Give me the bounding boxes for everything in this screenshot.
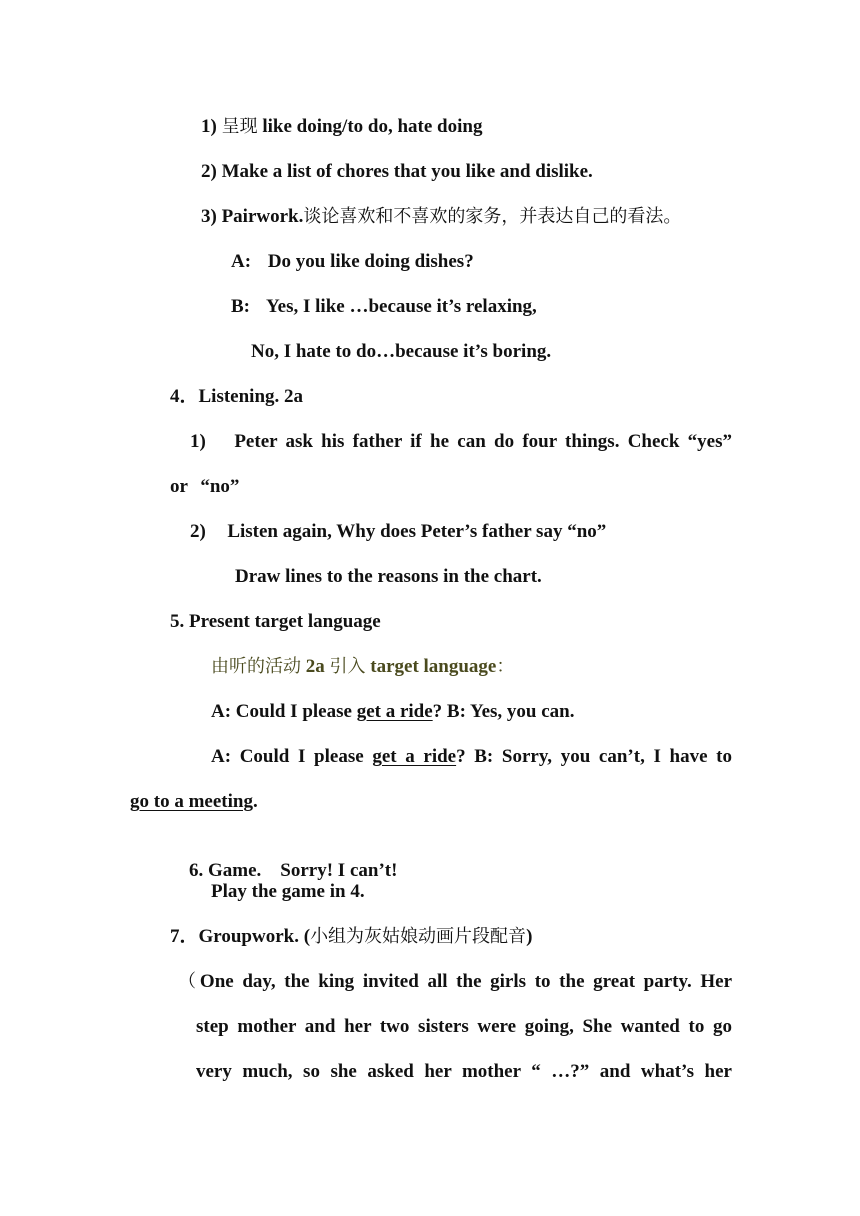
line-text: ? B: Yes, you can. bbox=[432, 701, 575, 722]
line-listening-1-cont bbox=[170, 475, 239, 499]
line-text: 2) Make a list of chores that you like and dislike. bbox=[201, 161, 593, 182]
line-text: A: Could I please bbox=[211, 746, 373, 767]
line-could-i-yes bbox=[211, 700, 574, 724]
speaker-label: B: bbox=[231, 296, 250, 317]
line-story-1 bbox=[178, 970, 732, 994]
line-text: Yes, I like …because it’s relaxing, bbox=[266, 296, 537, 317]
speaker-label: A: bbox=[231, 251, 252, 272]
line-text: 2a bbox=[305, 656, 325, 677]
cjk-text: （ bbox=[178, 971, 200, 992]
line-play-game bbox=[211, 880, 365, 904]
line-text: step mother and her two sisters were going, She wanted to go bbox=[196, 1016, 732, 1037]
line-draw-lines bbox=[235, 565, 542, 589]
line-present-like-doing bbox=[201, 115, 482, 139]
line-could-i-sorry bbox=[211, 745, 732, 769]
section-heading: 5. Present target language bbox=[170, 611, 381, 632]
item-number: 1) bbox=[190, 431, 206, 452]
line-listening-1 bbox=[190, 430, 732, 454]
line-text: very much, so she asked her mother “ …?” and what’s her bbox=[196, 1061, 732, 1082]
line-text: . bbox=[252, 791, 258, 812]
line-story-3 bbox=[196, 1060, 732, 1084]
line-dialog-b bbox=[231, 295, 537, 319]
line-text: ? B: Sorry, you can’t, I have to bbox=[456, 746, 732, 767]
underlined-phrase: go to a meeting bbox=[130, 791, 253, 812]
section-groupwork bbox=[170, 925, 532, 949]
line-text: A: Could I please bbox=[211, 701, 357, 722]
line-text: One day, the king invited all the girls to the great party. Her bbox=[199, 971, 733, 992]
section-heading: 7．Groupwork. ( bbox=[170, 926, 311, 947]
section-present-target bbox=[170, 610, 381, 634]
line-story-2 bbox=[196, 1015, 732, 1039]
line-text: ) bbox=[526, 926, 533, 947]
section-game bbox=[170, 835, 398, 881]
cjk-text: 由听的活动 bbox=[211, 656, 301, 677]
line-listening-2 bbox=[190, 520, 606, 544]
line-text: or “no” bbox=[170, 476, 240, 497]
underlined-phrase: get a ride bbox=[372, 746, 457, 767]
line-text: No, I hate to do…because it’s boring. bbox=[251, 341, 552, 362]
cjk-text: 呈现 bbox=[221, 116, 258, 137]
line-text: target language bbox=[370, 656, 497, 677]
line-dialog-a bbox=[231, 250, 474, 274]
cjk-text: 引入 bbox=[329, 656, 366, 677]
line-text: Draw lines to the reasons in the chart. bbox=[235, 566, 542, 587]
line-make-list bbox=[201, 160, 593, 184]
line-text: 3) Pairwork. bbox=[201, 206, 304, 227]
cjk-text: 谈论喜欢和不喜欢的家务，并表达自己的看法。 bbox=[303, 206, 682, 227]
line-pairwork bbox=[201, 205, 681, 229]
line-intro-target bbox=[211, 655, 514, 679]
line-text: Play the game in 4. bbox=[211, 881, 365, 902]
line-text: Do you like doing dishes? bbox=[267, 251, 474, 272]
cjk-text: 小组为灰姑娘动画片段配音 bbox=[310, 926, 527, 947]
line-text: Peter ask his father if he can do four things. Check “yes” bbox=[234, 431, 732, 452]
item-number: 2) bbox=[190, 521, 206, 542]
section-listening bbox=[170, 385, 303, 409]
section-heading: 6. Game. Sorry! I can’t! bbox=[189, 860, 398, 881]
line-dialog-b-no bbox=[251, 340, 551, 364]
section-heading: 4．Listening. 2a bbox=[170, 386, 304, 407]
cjk-text: ： bbox=[496, 656, 515, 677]
line-go-to-meeting bbox=[130, 790, 258, 814]
line-text: Listen again, Why does Peter’s father say “no” bbox=[227, 521, 607, 542]
item-number: 1) bbox=[201, 116, 217, 137]
underlined-phrase: get a ride bbox=[356, 701, 433, 722]
line-text: like doing/to do, hate doing bbox=[262, 116, 483, 137]
